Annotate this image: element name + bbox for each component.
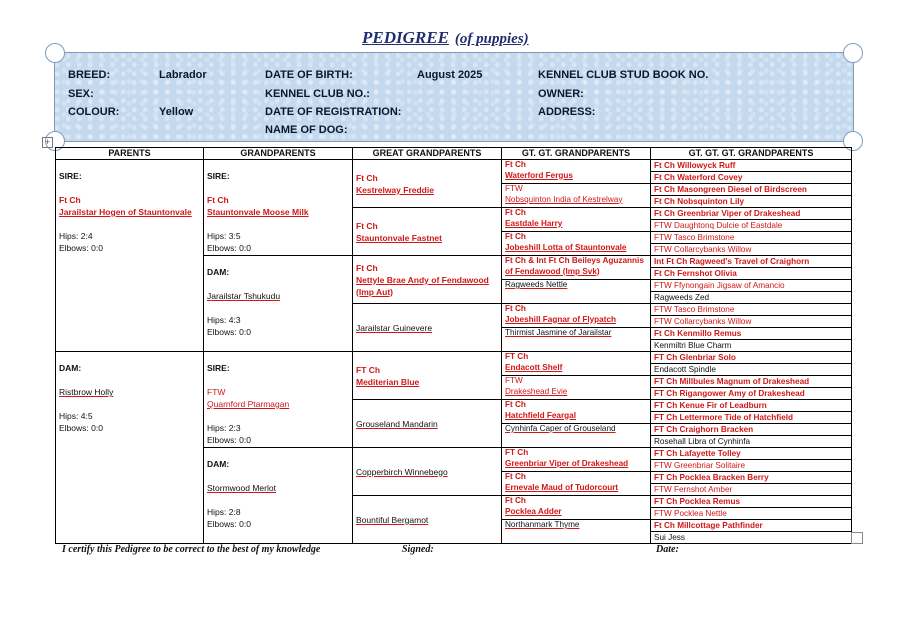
title-main: PEDIGREE [362,28,449,47]
gggp-line2: Ernevale Maud of Tudorcourt [505,482,619,492]
great-grandparent-cell [353,448,502,496]
gg-grandparent-cell [502,496,651,520]
ggg-grandparent-cell: Ft Ch Fernshot Olivia [651,268,852,280]
gggp-line1: FT Ch [505,352,529,361]
col-gg-grandparents: GT. GT. GRANDPARENTS [502,148,651,160]
ggp-name: Kestrelway Freddie [356,184,434,195]
sex-label: SEX: [68,88,94,100]
gg-grandparent-cell [502,160,651,184]
table-row [56,352,852,364]
ggg-grandparent-cell: FT Ch Pocklea Bracken Berry [651,472,852,484]
gggp-line2: Jobeshill Fagnar of Flypatch [505,314,617,324]
owner-label: OWNER: [538,88,584,100]
grandparent-name: Quarnford Ptarmagan [207,399,290,409]
ggg-grandparent-cell: Endacott Spindle [651,364,852,376]
dob-label: DATE OF BIRTH: [265,69,353,81]
ggg-grandparent-cell: FT Ch Lettermore Tide of Hatchfield [651,412,852,424]
ggg-grandparent-cell: Ft Ch Willowyck Ruff [651,160,852,172]
gg-grandparent-cell [502,376,651,400]
gggp-line2: Northanmark Thyme [505,520,580,529]
gg-grandparent-cell [502,184,651,208]
parent-name: Jarailstar Hogen of Stauntonvale [59,207,192,217]
gggp-line2: Jobeshill Lotta of Stauntonvale [505,242,627,252]
col-parents: PARENTS [56,148,204,160]
gggp-line1: Ft Ch [505,472,526,481]
grandparent-label: DAM: [207,459,230,469]
table-row [56,160,852,172]
ggg-grandparent-cell: Int Ft Ch Ragweed's Travel of Craighorn [651,256,852,268]
elbows-score: Elbows: 0:0 [207,243,251,253]
ggg-grandparent-cell: Ft Ch Greenbriar Viper of Drakeshead [651,208,852,220]
parent-title: Ft Ch [59,195,81,205]
ggp-name: Bountiful Bergamot [356,514,429,525]
breed-value: Labrador [159,69,207,81]
page-resize-handle[interactable] [851,532,863,544]
ggg-grandparent-cell: FTW Pocklea Nettle [651,508,852,520]
ggg-grandparent-cell: FTW Daughtonq Dulcie of Eastdale [651,220,852,232]
gggp-line2: Thirmist Jasmine of Jarailstar [505,328,612,337]
gg-grandparent-cell [502,280,651,304]
elbows-score: Elbows: 0:0 [59,243,103,253]
gggp-line1: Ft Ch & Int Ft Ch Beileys Aguzannis [505,256,644,265]
gg-grandparent-cell [502,208,651,232]
certify-text: I certify this Pedigree to be correct to the best of my knowledge [62,544,321,555]
ggg-grandparent-cell: FT Ch Glenbriar Solo [651,352,852,364]
col-ggg-grandparents: GT. GT. GT. GRANDPARENTS [651,148,852,160]
ggg-grandparent-cell: FT Ch Millbules Magnum of Drakeshead [651,376,852,388]
ggg-grandparent-cell: Sui Jess [651,532,852,544]
header-row [56,148,852,160]
gggp-line1: Ft Ch [505,304,526,313]
header-banner [54,52,854,142]
gg-grandparent-cell [502,448,651,472]
ggg-grandparent-cell: FTW Fernshot Amber [651,484,852,496]
great-grandparent-cell [353,400,502,448]
ggg-grandparent-cell: FTW Collarcybanks Willow [651,316,852,328]
col-great-grandparents: GREAT GRANDPARENTS [353,148,502,160]
gggp-line2: Hatchfield Feargal [505,410,576,420]
ggg-grandparent-cell: FTW Tasco Brimstone [651,304,852,316]
hips-score: Hips: 4:5 [59,411,93,421]
gg-grandparent-cell [502,304,651,328]
ggp-title: Ft Ch [356,262,378,273]
gg-grandparent-cell [502,472,651,496]
ggg-grandparent-cell: FTW Collarcybanks Willow [651,244,852,256]
breed-label: BREED: [68,69,111,81]
gggp-line1: Ft Ch [505,160,526,169]
hips-score: Hips: 2:3 [207,423,241,433]
ggg-grandparent-cell: Ragweeds Zed [651,292,852,304]
dor-label: DATE OF REGISTRATION: [265,106,402,118]
great-grandparent-cell [353,256,502,304]
ggg-grandparent-cell: Ft Ch Masongreen Diesel of Birdscreen [651,184,852,196]
grandparent-name: Stormwood Merlot [207,483,276,493]
gggp-line2: Cynhinfa Caper of Grouseland [505,424,616,433]
gggp-line2: Ragweeds Nettle [505,280,568,289]
gggp-line1: FTW [505,184,523,193]
grandparent-name: Jarailstar Tshukudu [207,291,281,301]
ggg-grandparent-cell: FTW Ffynongain Jigsaw of Amancio [651,280,852,292]
ggp-title: Ft Ch [356,220,378,231]
ggp-title: FT Ch [356,364,381,375]
ggg-grandparent-cell: FT Ch Lafayette Tolley [651,448,852,460]
colour-value: Yellow [159,106,194,118]
elbows-score: Elbows: 0:0 [207,435,251,445]
banner-notch [843,43,863,63]
ggp-name: Nettyle Brae Andy of Fendawood (Imp Aut) [356,274,489,297]
ggg-grandparent-cell: Ft Ch Nobsquinton Lily [651,196,852,208]
address-label: ADDRESS: [538,106,596,118]
parent-label: SIRE: [59,171,82,181]
elbows-score: Elbows: 0:0 [207,327,251,337]
ggg-grandparent-cell: FTW Greenbriar Solitaire [651,460,852,472]
pedigree-table [55,147,852,544]
gg-grandparent-cell [502,400,651,424]
ggg-grandparent-cell: FTW Tasco Brimstone [651,232,852,244]
gggp-line1: FTW [505,376,523,385]
banner-notch [45,43,65,63]
great-grandparent-cell [353,160,502,208]
gggp-line2: Endacott Shelf [505,362,563,372]
elbows-score: Elbows: 0:0 [207,519,251,529]
gggp-line2: Greenbriar Viper of Drakeshead [505,458,629,468]
grandparent-title: Ft Ch [207,195,229,205]
ggg-grandparent-cell: FT Ch Pocklea Remus [651,496,852,508]
ggg-grandparent-cell: Ft Ch Waterford Covey [651,172,852,184]
ggp-name: Jarailstar Guinevere [356,322,433,333]
ggg-grandparent-cell: Ft Ch Kenmillo Remus [651,328,852,340]
parent-name: Ristbrow Holly [59,387,114,397]
page-title [362,28,529,48]
pedigree-body [56,160,852,544]
great-grandparent-cell [353,304,502,352]
ggp-name: Copperbirch Winnebego [356,466,448,477]
grandparent-ds-cell [204,352,353,448]
date-label: Date: [656,544,679,555]
signed-label: Signed: [402,544,434,555]
col-grandparents: GRANDPARENTS [204,148,353,160]
gggp-line1: Ft Ch [505,400,526,409]
gggp-line1: Ft Ch [505,232,526,241]
ggg-grandparent-cell: Rosehall Libra of Cynhinfa [651,436,852,448]
gg-grandparent-cell [502,256,651,280]
gggp-line2: Waterford Fergus [505,170,573,180]
ggp-name: Mediterian Blue [356,376,420,387]
gg-grandparent-cell [502,520,651,544]
grandparent-dd-cell [204,448,353,544]
ggg-grandparent-cell: FT Ch Kenue Fir of Leadburn [651,400,852,412]
grandparent-title: FTW [207,387,226,397]
ggg-grandparent-cell: FT Ch Rigangower Amy of Drakeshead [651,388,852,400]
ggg-grandparent-cell: Kenmiltri Blue Charm [651,340,852,352]
gggp-line1: Ft Ch [505,208,526,217]
parent-dam-cell [56,352,204,544]
gggp-line1: Ft Ch [505,496,526,505]
hips-score: Hips: 2:4 [59,231,93,241]
kc-no-label: KENNEL CLUB NO.: [265,88,370,100]
great-grandparent-cell [353,352,502,400]
great-grandparent-cell [353,496,502,544]
dog-name-label: NAME OF DOG: [265,124,348,136]
gggp-line2: Drakeshead Evie [505,386,568,396]
studbook-label: KENNEL CLUB STUD BOOK NO. [538,69,709,81]
gggp-line2: Nobsquinton India of Kestrelway [505,194,623,204]
ggg-grandparent-cell: FT Ch Craighorn Bracken [651,424,852,436]
hips-score: Hips: 2:8 [207,507,241,517]
gg-grandparent-cell [502,424,651,448]
dob-value: August 2025 [417,69,483,81]
elbows-score: Elbows: 0:0 [59,423,103,433]
parent-sire-cell [56,160,204,352]
table-move-handle[interactable]: + [42,137,53,148]
grandparent-name: Stauntonvale Moose Milk [207,207,309,217]
grandparent-ss-cell [204,160,353,256]
title-sub: (of puppies) [454,31,529,47]
gg-grandparent-cell [502,352,651,376]
ggp-name: Stauntonvale Fastnet [356,232,442,243]
ggg-grandparent-cell: Ft Ch Millcottage Pathfinder [651,520,852,532]
gggp-line2: Eastdale Harry [505,218,563,228]
grandparent-label: DAM: [207,267,230,277]
gggp-line1: FT Ch [505,448,529,457]
gg-grandparent-cell [502,232,651,256]
colour-label: COLOUR: [68,106,120,118]
hips-score: Hips: 3:5 [207,231,241,241]
gggp-line2: of Fendawood (Imp Svk) [505,266,600,276]
gg-grandparent-cell [502,328,651,352]
hips-score: Hips: 4:3 [207,315,241,325]
parent-label: DAM: [59,363,82,373]
great-grandparent-cell [353,208,502,256]
ggp-title: Ft Ch [356,172,378,183]
grandparent-sd-cell [204,256,353,352]
gggp-line2: Pocklea Adder [505,506,562,516]
ggp-name: Grouseland Mandarin [356,418,438,429]
grandparent-label: SIRE: [207,363,230,373]
grandparent-label: SIRE: [207,171,230,181]
